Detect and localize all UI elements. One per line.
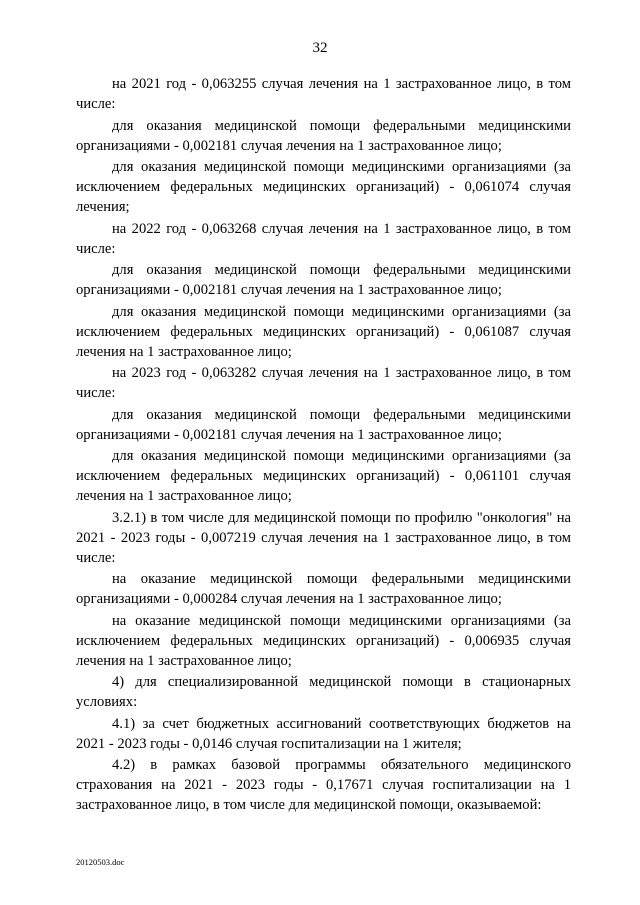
paragraph-2022-federal: для оказания медицинской помощи федеральными медицинскими организациями - 0,002181 случая лечения на 1 застрахованное лицо; [76, 262, 571, 298]
paragraph-2022-nonfederal: для оказания медицинской помощи медицинскими организациями (за исключением федеральных медицинских организаций) - 0,061087 случая лечения на 1 застрахованное лицо; [76, 303, 571, 360]
paragraph-2021-total: на 2021 год - 0,063255 случая лечения на 1 застрахованное лицо, в том числе: [76, 76, 571, 112]
paragraph-2022-total: на 2022 год - 0,063268 случая лечения на 1 застрахованное лицо, в том числе: [76, 220, 571, 257]
paragraph-2023-federal: для оказания медицинской помощи федеральными медицинскими организациями - 0,002181 случая лечения на 1 застрахованное лицо; [76, 406, 571, 443]
paragraph-oncology-nonfederal: на оказание медицинской помощи медицинскими организациями (за исключением федеральных медицинских организаций) - 0,006935 случая лечения на 1 застрахованное лицо; [76, 612, 571, 669]
paragraph-2023-nonfederal: для оказания медицинской помощи медицинскими организациями (за исключением федеральных медицинских организаций) - 0,061101 случая лечения на 1 застрахованное лицо; [76, 448, 571, 504]
paragraph-2021-nonfederal: для оказания медицинской помощи медицинскими организациями (за исключением федеральных медицинских организаций) - 0,061074 случая лечения; [76, 159, 571, 215]
document-body [76, 74, 571, 817]
page-number: 32 [312, 40, 328, 56]
paragraph-inpatient-budget: 4.1) за счет бюджетных ассигнований соответствующих бюджетов на 2021 - 2023 годы - 0,0146 случая госпитализации на 1 жителя; [76, 715, 571, 752]
paragraph-inpatient-oms: 4.2) в рамках базовой программы обязательного медицинского страхования на 2021 - 2023 годы - 0,17671 случая госпитализации на 1 застрахованное лицо, в том числе для медицинской помощи, оказываемой: [76, 757, 571, 813]
paragraph-2021-federal: для оказания медицинской помощи федеральными медицинскими организациями - 0,002181 случая лечения на 1 застрахованное лицо; [76, 117, 571, 154]
footer-doc-code: 20120503.doc [76, 857, 125, 867]
paragraph-oncology: 3.2.1) в том числе для медицинской помощи по профилю "онкология" на 2021 - 2023 годы - 0,007219 случая лечения на 1 застрахованное лицо, в том числе: [76, 509, 571, 566]
paragraph-oncology-federal: на оказание медицинской помощи федеральными медицинскими организациями - 0,000284 случая лечения на 1 застрахованное лицо; [76, 571, 571, 607]
paragraph-2023-total: на 2023 год - 0,063282 случая лечения на 1 застрахованное лицо, в том числе: [76, 365, 571, 401]
paragraph-inpatient-heading: 4) для специализированной медицинской помощи в стационарных условиях: [76, 674, 571, 710]
